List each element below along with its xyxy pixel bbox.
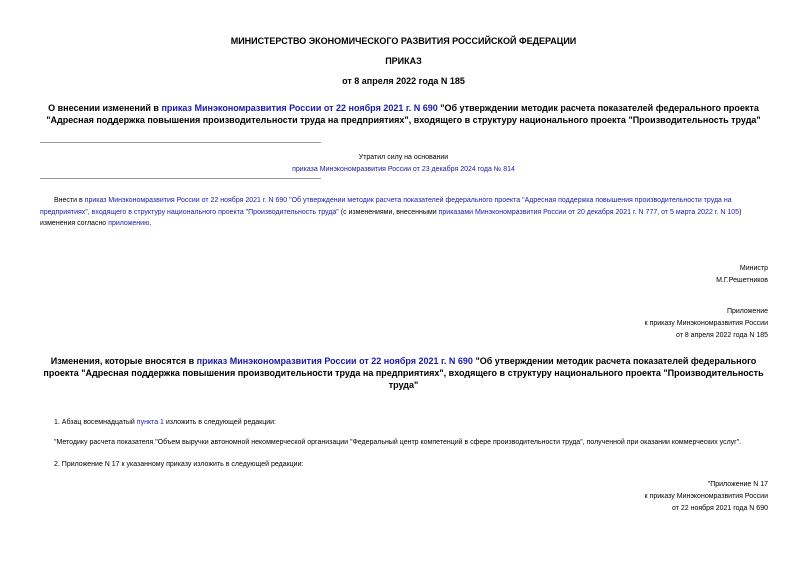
body-text-a: Внести в (54, 197, 85, 204)
appendix-reference (500, 306, 768, 342)
body-text-c: (с изменениями, внесенными (338, 208, 439, 216)
title-rest: "Об утверждении методик расчета показателей федерального проекта "Адресная поддержка повышения производительности труда на предприятиях", входящего в структуру национального проекта "Производительность труда" (46, 103, 761, 125)
title-order-link[interactable]: приказ Минэкономразвития России от 22 ноября 2021 г. N 690 (161, 103, 438, 113)
appendix-ref-line2: к приказу Минэкономразвития России (644, 320, 768, 327)
document-title (40, 102, 767, 126)
changes-title (40, 355, 767, 391)
item-1-quote: "Методику расчета показателя "Объем выручки автономной некоммерческой организации "Федеральный центр компетенций в сфере производительности труда", полученной при оказании коммерческих услуг". (54, 439, 742, 446)
appendix-17-line1: "Приложение N 17 (707, 481, 768, 488)
appendix-17-line3: от 22 ноября 2021 года N 690 (672, 505, 768, 512)
body-paragraph (40, 195, 768, 230)
divider-bottom (40, 178, 321, 179)
status-repeal-link[interactable]: приказа Минэкономразвития России от 23 декабря 2024 года № 814 (292, 166, 515, 173)
body-order-title-link[interactable]: "Об утверждении методик расчета показателей федерального проекта "Адресная поддержка повышения производительности труда на предприятиях", входящего в структуру национального проекта "Производительность труда" (40, 197, 732, 216)
item-1-text-b: изложить в следующей редакции: (163, 419, 277, 426)
item-1-text-a: 1. Абзац восемнадцатый (54, 419, 137, 426)
body-amendments-link[interactable]: приказами Минэкономразвития России от 20 декабря 2021 г. N 777, от 5 марта 2022 г. N 105 (438, 208, 740, 216)
appendix-17-line2: к приказу Минэкономразвития России (644, 493, 768, 500)
body-text-d: ) изменения согласно (40, 208, 742, 227)
status-line (280, 152, 527, 176)
appendix-17-header (500, 479, 768, 515)
body-order-link[interactable]: приказ Минэкономразвития России от 22 ноября 2021 г. N 690 (84, 197, 288, 204)
item-1-point-link[interactable]: пункта 1 (136, 419, 164, 426)
body-text-e: . (149, 220, 152, 227)
signature-name: М.Г.Решетников (716, 277, 768, 284)
title-prefix: О внесении изменений в (48, 103, 162, 113)
changes-title-rest: "Об утверждении методик расчета показателей федерального проекта "Адресная поддержка повышения производительности труда на предприятиях", входящего в структуру национального проекта "Производительность труда" (43, 356, 764, 390)
appendix-ref-line3: от 8 апреля 2022 года N 185 (675, 332, 768, 339)
item-1 (54, 417, 768, 429)
ministry-heading: МИНИСТЕРСТВО ЭКОНОМИЧЕСКОГО РАЗВИТИЯ РОССИЙСКОЙ ФЕДЕРАЦИИ (230, 36, 577, 46)
signature-position: Министр (739, 265, 768, 272)
appendix-ref-line1: Приложение (726, 308, 768, 315)
status-text: Утратил силу на основании (358, 154, 449, 161)
signature-block (500, 263, 768, 287)
changes-title-order-link[interactable]: приказ Минэкономразвития России от 22 ноября 2021 г. N 690 (196, 356, 473, 366)
doc-type-heading: ПРИКАЗ (385, 56, 422, 66)
body-appendix-link[interactable]: приложению (108, 220, 150, 227)
changes-title-prefix: Изменения, которые вносятся в (50, 356, 197, 366)
doc-date: от 8 апреля 2022 года N 185 (342, 76, 465, 86)
item-2: 2. Приложение N 17 к указанному приказу изложить в следующей редакции: (54, 461, 304, 468)
divider-top (40, 142, 321, 143)
